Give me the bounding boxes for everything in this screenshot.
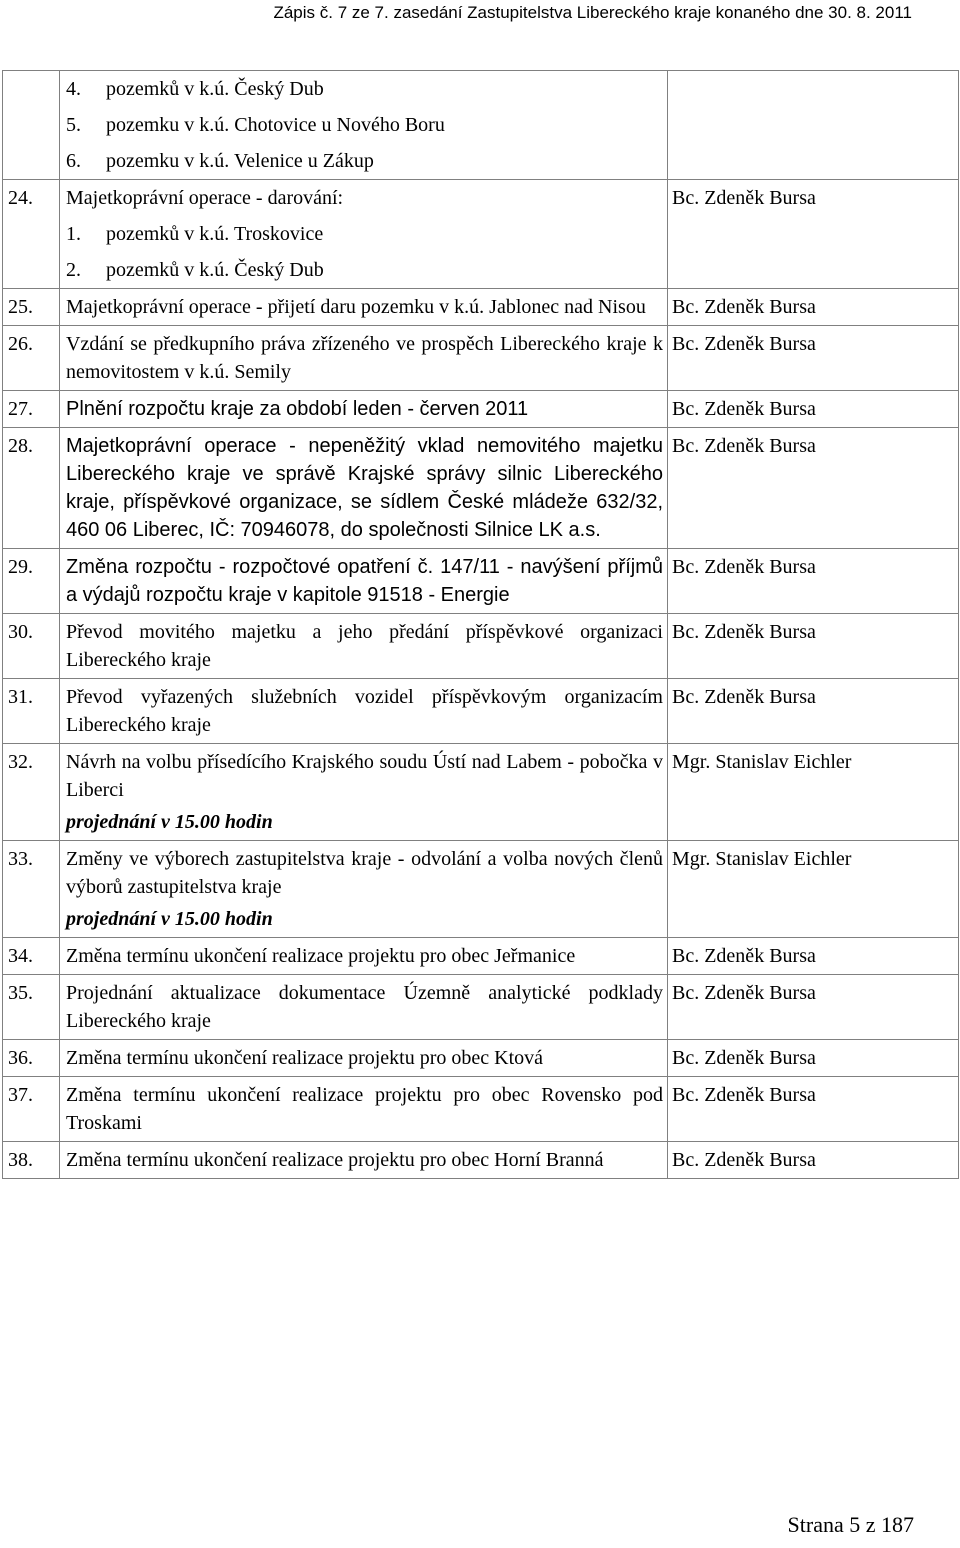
item-text-cell xyxy=(60,180,668,289)
item-text: Vzdání se předkupního práva zřízeného ve prospěch Libereckého kraje k nemovitostem v k.ú. Semily xyxy=(60,326,668,391)
page-number: Strana 5 z 187 xyxy=(787,1512,914,1537)
item-text-cell xyxy=(60,841,668,938)
subitem-list xyxy=(66,75,663,175)
item-text: Majetkoprávní operace - nepeněžitý vklad nemovitého majetku Libereckého kraje ve správě Krajské správy silnic Libereckého kraje, příspěvkové organizace, se sídlem České mládeže 632/32, 460 06 Liberec, IČ: 70946078, do společnosti Silnice LK a.s. xyxy=(60,428,668,549)
agenda-table xyxy=(2,70,959,1179)
item-number: 31. xyxy=(3,679,60,744)
presenter: Bc. Zdeněk Bursa xyxy=(668,938,959,975)
presenter: Mgr. Stanislav Eichler xyxy=(668,744,959,841)
item-text: Změna termínu ukončení realizace projektu pro obec Jeřmanice xyxy=(60,938,668,975)
item-text: Změna termínu ukončení realizace projektu pro obec Rovensko pod Troskami xyxy=(60,1077,668,1142)
table-row xyxy=(3,1142,959,1179)
list-item: 1. pozemků v k.ú. Troskovice xyxy=(66,223,324,245)
table-row xyxy=(3,428,959,549)
presenter: Bc. Zdeněk Bursa xyxy=(668,180,959,289)
item-text: Plnění rozpočtu kraje za období leden - červen 2011 xyxy=(60,391,668,428)
item-text: Převod movitého majetku a jeho předání příspěvkové organizaci Libereckého kraje xyxy=(60,614,668,679)
presenter: Bc. Zdeněk Bursa xyxy=(668,391,959,428)
table-row xyxy=(3,326,959,391)
presenter: Mgr. Stanislav Eichler xyxy=(668,841,959,938)
list-item: 4. pozemků v k.ú. Český Dub xyxy=(66,78,324,100)
table-row xyxy=(3,679,959,744)
presenter: Bc. Zdeněk Bursa xyxy=(668,1040,959,1077)
item-text: Změna termínu ukončení realizace projektu pro obec Ktová xyxy=(60,1040,668,1077)
item-text-cell xyxy=(60,744,668,841)
session-time-note: projednání v 15.00 hodin xyxy=(66,811,273,833)
presenter: Bc. Zdeněk Bursa xyxy=(668,549,959,614)
presenter-cell xyxy=(668,71,959,180)
list-item: 6. pozemku v k.ú. Velenice u Zákup xyxy=(66,150,374,172)
item-number: 27. xyxy=(3,391,60,428)
item-text: Změny ve výborech zastupitelstva kraje - odvolání a volba nových členů výborů zastupitelstva kraje xyxy=(66,848,663,898)
table-row xyxy=(3,180,959,289)
presenter: Bc. Zdeněk Bursa xyxy=(668,1077,959,1142)
item-text-cell xyxy=(60,71,668,180)
table-row xyxy=(3,744,959,841)
list-item: 5. pozemku v k.ú. Chotovice u Nového Boru xyxy=(66,114,445,136)
item-number: 24. xyxy=(3,180,60,289)
item-number: 26. xyxy=(3,326,60,391)
item-text: Změna termínu ukončení realizace projektu pro obec Horní Branná xyxy=(60,1142,668,1179)
table-row xyxy=(3,975,959,1040)
item-number: 35. xyxy=(3,975,60,1040)
presenter: Bc. Zdeněk Bursa xyxy=(668,975,959,1040)
item-text: Změna rozpočtu - rozpočtové opatření č. 147/11 - navýšení příjmů a výdajů rozpočtu kraje v kapitole 91518 - Energie xyxy=(60,549,668,614)
item-number: 34. xyxy=(3,938,60,975)
presenter: Bc. Zdeněk Bursa xyxy=(668,679,959,744)
item-number: 30. xyxy=(3,614,60,679)
table-row xyxy=(3,71,959,180)
session-time-note: projednání v 15.00 hodin xyxy=(66,908,273,930)
item-number: 38. xyxy=(3,1142,60,1179)
table-row xyxy=(3,1040,959,1077)
document-header: Zápis č. 7 ze 7. zasedání Zastupitelstva Libereckého kraje konaného dne 30. 8. 2011 xyxy=(273,3,912,22)
table-row xyxy=(3,391,959,428)
item-number: 25. xyxy=(3,289,60,326)
item-number: 36. xyxy=(3,1040,60,1077)
item-number: 37. xyxy=(3,1077,60,1142)
presenter: Bc. Zdeněk Bursa xyxy=(668,428,959,549)
list-item: 2. pozemků v k.ú. Český Dub xyxy=(66,259,324,281)
item-text: Návrh na volbu přísedícího Krajského soudu Ústí nad Labem - pobočka v Liberci xyxy=(66,751,663,801)
table-row xyxy=(3,549,959,614)
presenter: Bc. Zdeněk Bursa xyxy=(668,326,959,391)
item-text: Projednání aktualizace dokumentace Územně analytické podklady Libereckého kraje xyxy=(60,975,668,1040)
item-number: 33. xyxy=(3,841,60,938)
presenter: Bc. Zdeněk Bursa xyxy=(668,289,959,326)
item-text: Převod vyřazených služebních vozidel příspěvkovým organizacím Libereckého kraje xyxy=(60,679,668,744)
item-text: Majetkoprávní operace - přijetí daru pozemku v k.ú. Jablonec nad Nisou xyxy=(60,289,668,326)
table-row xyxy=(3,841,959,938)
table-row xyxy=(3,1077,959,1142)
presenter: Bc. Zdeněk Bursa xyxy=(668,614,959,679)
table-row xyxy=(3,614,959,679)
item-number-cell xyxy=(3,71,60,180)
table-row xyxy=(3,289,959,326)
table-row xyxy=(3,938,959,975)
item-number: 32. xyxy=(3,744,60,841)
item-number: 28. xyxy=(3,428,60,549)
presenter: Bc. Zdeněk Bursa xyxy=(668,1142,959,1179)
item-text: Majetkoprávní operace - darování: xyxy=(66,187,344,209)
item-number: 29. xyxy=(3,549,60,614)
